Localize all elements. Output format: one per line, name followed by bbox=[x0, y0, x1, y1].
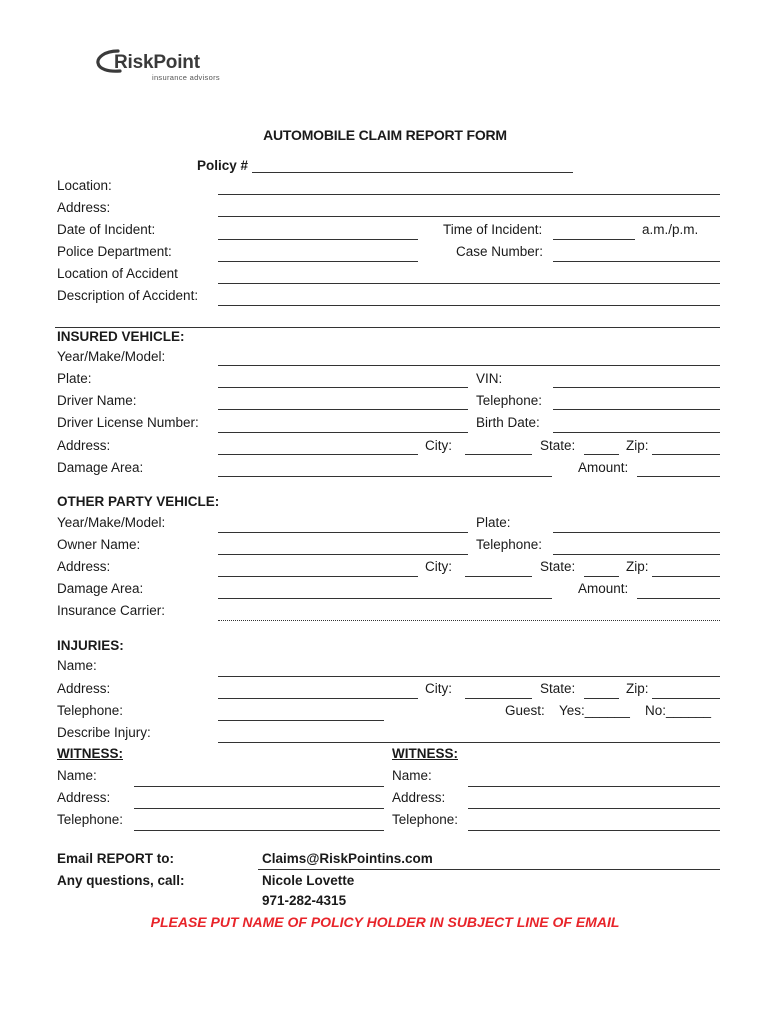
insured-zip-label: Zip: bbox=[626, 438, 649, 453]
other-zip-field[interactable] bbox=[652, 576, 720, 577]
insured-city-field[interactable] bbox=[465, 454, 532, 455]
guest-label: Guest: bbox=[505, 703, 545, 718]
case-number-label: Case Number: bbox=[456, 244, 544, 259]
injury-state-field[interactable] bbox=[584, 698, 619, 699]
insured-ymm-field[interactable] bbox=[218, 365, 720, 366]
driver-name-field[interactable] bbox=[218, 409, 468, 410]
questions-label: Any questions, call: bbox=[57, 873, 185, 888]
owner-name-field[interactable] bbox=[218, 554, 468, 555]
witness-2-name-field[interactable] bbox=[468, 786, 720, 787]
address-label: Address: bbox=[57, 200, 111, 215]
injuries-heading: INJURIES: bbox=[57, 638, 124, 653]
insured-vin-field[interactable] bbox=[553, 387, 720, 388]
witness-2-address-label: Address: bbox=[392, 790, 446, 805]
location-of-accident-label: Location of Accident bbox=[57, 266, 178, 281]
address-field[interactable] bbox=[218, 216, 720, 217]
insured-damage-label: Damage Area: bbox=[57, 460, 144, 475]
contact-person: Nicole Lovette bbox=[262, 873, 355, 888]
describe-injury-label: Describe Injury: bbox=[57, 725, 151, 740]
other-telephone-label: Telephone: bbox=[476, 537, 543, 552]
describe-injury-field[interactable] bbox=[218, 742, 720, 743]
witness-2-telephone-field[interactable] bbox=[468, 830, 720, 831]
am-pm-label: a.m./p.m. bbox=[642, 222, 699, 237]
date-of-incident-label: Date of Incident: bbox=[57, 222, 156, 237]
witness-1-address-label: Address: bbox=[57, 790, 111, 805]
injury-zip-field[interactable] bbox=[652, 698, 720, 699]
insured-zip-field[interactable] bbox=[652, 454, 720, 455]
other-address-field[interactable] bbox=[218, 576, 418, 577]
insured-city-label: City: bbox=[425, 438, 452, 453]
injury-name-label: Name: bbox=[57, 658, 97, 673]
other-amount-label: Amount: bbox=[578, 581, 629, 596]
other-ymm-label: Year/Make/Model: bbox=[57, 515, 166, 530]
other-state-field[interactable] bbox=[584, 576, 619, 577]
description-label: Description of Accident: bbox=[57, 288, 199, 303]
form-title: AUTOMOBILE CLAIM REPORT FORM bbox=[263, 127, 507, 143]
injury-city-field[interactable] bbox=[465, 698, 532, 699]
police-department-label: Police Department: bbox=[57, 244, 172, 259]
insured-plate-label: Plate: bbox=[57, 371, 92, 386]
location-field[interactable] bbox=[218, 194, 720, 195]
insured-amount-label: Amount: bbox=[578, 460, 629, 475]
email-report-label: Email REPORT to: bbox=[57, 851, 175, 866]
other-zip-label: Zip: bbox=[626, 559, 649, 574]
date-of-incident-field[interactable] bbox=[218, 239, 418, 240]
other-city-field[interactable] bbox=[465, 576, 532, 577]
insured-state-field[interactable] bbox=[584, 454, 619, 455]
insured-ymm-label: Year/Make/Model: bbox=[57, 349, 166, 364]
subject-line-notice: PLEASE PUT NAME OF POLICY HOLDER IN SUBJECT LINE OF EMAIL bbox=[150, 914, 620, 930]
case-number-field[interactable] bbox=[553, 261, 720, 262]
injury-state-label: State: bbox=[540, 681, 576, 696]
other-party-heading: OTHER PARTY VEHICLE: bbox=[57, 494, 220, 509]
other-city-label: City: bbox=[425, 559, 452, 574]
other-damage-label: Damage Area: bbox=[57, 581, 144, 596]
witness-1-name-field[interactable] bbox=[134, 786, 384, 787]
logo-name: RiskPoint bbox=[114, 52, 200, 73]
time-of-incident-field[interactable] bbox=[553, 239, 635, 240]
other-ymm-field[interactable] bbox=[218, 532, 468, 533]
insured-address-field[interactable] bbox=[218, 454, 418, 455]
police-department-field[interactable] bbox=[218, 261, 418, 262]
insured-damage-field[interactable] bbox=[218, 476, 552, 477]
other-damage-field[interactable] bbox=[218, 598, 552, 599]
insured-amount-field[interactable] bbox=[637, 476, 720, 477]
birth-date-field[interactable] bbox=[553, 432, 720, 433]
other-address-label: Address: bbox=[57, 559, 111, 574]
injury-telephone-field[interactable] bbox=[218, 720, 384, 721]
other-plate-field[interactable] bbox=[553, 532, 720, 533]
insured-vehicle-heading: INSURED VEHICLE: bbox=[57, 329, 185, 344]
description-field[interactable] bbox=[218, 305, 720, 306]
policy-number-field[interactable] bbox=[252, 172, 573, 173]
insured-address-label: Address: bbox=[57, 438, 111, 453]
other-state-label: State: bbox=[540, 559, 576, 574]
injury-name-field[interactable] bbox=[218, 676, 720, 677]
witness-1-heading: WITNESS: bbox=[57, 746, 123, 761]
driver-name-label: Driver Name: bbox=[57, 393, 137, 408]
time-of-incident-label: Time of Incident: bbox=[443, 222, 543, 237]
email-rule bbox=[258, 869, 720, 870]
insured-telephone-label: Telephone: bbox=[476, 393, 543, 408]
injury-address-label: Address: bbox=[57, 681, 111, 696]
other-plate-label: Plate: bbox=[476, 515, 511, 530]
driver-license-label: Driver License Number: bbox=[57, 415, 199, 430]
logo-tagline: insurance advisors bbox=[152, 73, 220, 82]
witness-2-name-label: Name: bbox=[392, 768, 432, 783]
guest-no-field[interactable]: No:______ bbox=[645, 703, 712, 718]
insured-state-label: State: bbox=[540, 438, 576, 453]
guest-yes-field[interactable]: Yes:______ bbox=[559, 703, 630, 718]
insurance-carrier-field[interactable] bbox=[218, 620, 720, 621]
birth-date-label: Birth Date: bbox=[476, 415, 540, 430]
section-divider bbox=[55, 327, 720, 328]
driver-license-field[interactable] bbox=[218, 432, 468, 433]
injury-telephone-label: Telephone: bbox=[57, 703, 124, 718]
riskpoint-logo bbox=[96, 48, 236, 84]
policy-label: Policy # bbox=[197, 158, 249, 173]
insured-vin-label: VIN: bbox=[476, 371, 503, 386]
witness-1-name-label: Name: bbox=[57, 768, 97, 783]
witness-1-telephone-field[interactable] bbox=[134, 830, 384, 831]
location-of-accident-field[interactable] bbox=[218, 283, 720, 284]
other-amount-field[interactable] bbox=[637, 598, 720, 599]
contact-phone: 971-282-4315 bbox=[262, 893, 347, 908]
insured-plate-field[interactable] bbox=[218, 387, 468, 388]
witness-1-address-field[interactable] bbox=[134, 808, 384, 809]
witness-2-heading: WITNESS: bbox=[392, 746, 458, 761]
owner-name-label: Owner Name: bbox=[57, 537, 141, 552]
claims-email-link[interactable]: Claims@RiskPointins.com bbox=[262, 851, 433, 866]
insurance-carrier-label: Insurance Carrier: bbox=[57, 603, 166, 618]
injury-zip-label: Zip: bbox=[626, 681, 649, 696]
injury-address-field[interactable] bbox=[218, 698, 418, 699]
insured-telephone-field[interactable] bbox=[553, 409, 720, 410]
injury-city-label: City: bbox=[425, 681, 452, 696]
location-label: Location: bbox=[57, 178, 112, 193]
witness-2-telephone-label: Telephone: bbox=[392, 812, 459, 827]
witness-2-address-field[interactable] bbox=[468, 808, 720, 809]
witness-1-telephone-label: Telephone: bbox=[57, 812, 124, 827]
other-telephone-field[interactable] bbox=[553, 554, 720, 555]
